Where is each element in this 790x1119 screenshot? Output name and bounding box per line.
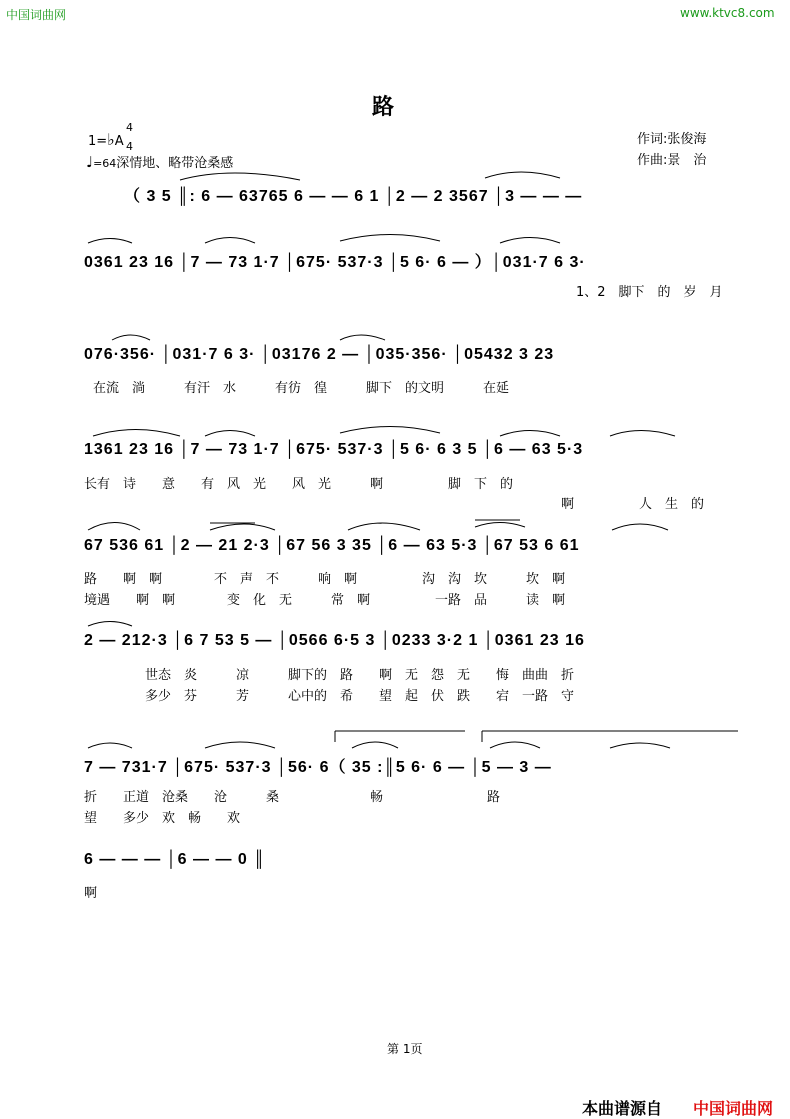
- time-signature-top: 4: [126, 121, 133, 134]
- lyrics-row-7-verse-2: 望 多少 欢 畅 欢: [84, 811, 241, 826]
- lyrics-row-6-verse-2: 多少 芬 芳 心中的 希 望 起 伏 跌 宕 一路 守: [145, 689, 575, 704]
- page-number: 第 1页: [387, 1042, 423, 1056]
- lyrics-row-7-verse-1: 折 正道 沧桑 沧 桑 畅 路: [84, 790, 501, 805]
- lyrics-row-6-verse-1: 世态 炎 凉 脚下的 路 啊 无 怨 无 悔 曲曲 折: [145, 668, 575, 683]
- lyrics-row-5-verse-1: 路 啊 啊 不 声 不 响 啊 沟 沟 坎 坎 啊: [84, 572, 566, 587]
- score-row-1: （ 3 5 ║: 6 — 63765 6 — — 6 1 │2 — 2 3567 │3 — — —: [124, 188, 583, 205]
- key-signature: [88, 130, 124, 149]
- tempo-value: =64: [93, 157, 117, 170]
- composer: 作曲:景 治: [637, 153, 707, 168]
- expression: 深情地、略带沧桑感: [116, 156, 234, 171]
- score-row-3: 076·356· │031·7 6 3· │03176 2 — │035·356· │05432 3 23: [84, 346, 555, 363]
- time-signature-bottom: 4: [126, 140, 133, 153]
- lyrics-row-4-verse-1: 长有 诗 意 有 风 光 风 光 啊 脚 下 的: [84, 477, 514, 492]
- score-row-4: 1361 23 16 │7 — 73 1·7 │675· 537·3 │5 6· 6 3 5 │6 — 63 5·3: [84, 441, 584, 458]
- source-label: 本曲谱源自: [582, 1099, 663, 1118]
- score-row-7: 7 — 731·7 │675· 537·3 │56· 6（ 35 :║5 6· 6 — │5 — 3 —: [84, 759, 552, 776]
- song-title: 路: [372, 95, 395, 120]
- quarter-note-icon: ♩: [86, 153, 94, 171]
- lyrics-row-2: 1、2 脚下 的 岁 月: [576, 285, 723, 300]
- key-prefix: 1=: [88, 134, 108, 149]
- lyricist: 作词:张俊海: [637, 132, 707, 147]
- lyrics-row-5-verse-2: 境遇 啊 啊 变 化 无 常 啊 一路 品 读 啊: [84, 593, 566, 608]
- watermark-right: www.ktvc8.com: [680, 6, 775, 20]
- key-note: A: [114, 134, 124, 149]
- score-row-5: 67 536 61 │2 — 21 2·3 │67 56 3 35 │6 — 63 5·3 │67 53 6 61: [84, 537, 580, 554]
- tempo: [86, 152, 233, 171]
- watermark-left: 中国词曲网: [6, 8, 67, 22]
- lyrics-row-3: 在流 淌 有汗 水 有彷 徨 脚下 的文明 在延: [93, 381, 510, 396]
- lyrics-row-4-verse-2: 啊 人 生 的: [561, 497, 705, 512]
- key-flat: ♭: [107, 130, 115, 149]
- score-row-2: 0361 23 16 │7 — 73 1·7 │675· 537·3 │5 6· 6 — ）│031·7 6 3·: [84, 254, 586, 271]
- score-row-8: 6 — — — │6 — — 0 ║: [84, 851, 266, 868]
- lyrics-row-8: 啊: [84, 886, 98, 901]
- source-site[interactable]: 中国词曲网: [693, 1099, 774, 1118]
- score-row-6: 2 — 212·3 │6 7 53 5 — │0566 6·5 3 │0233 3·2 1 │0361 23 16: [84, 632, 585, 649]
